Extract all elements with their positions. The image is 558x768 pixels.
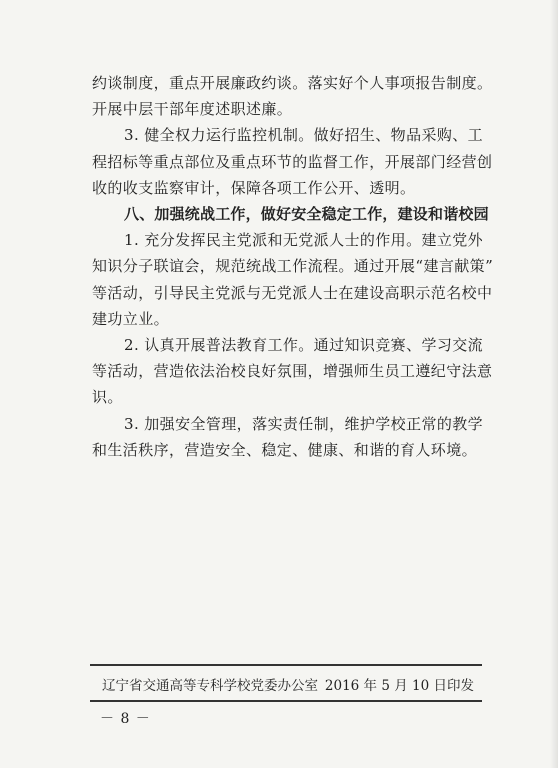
footer-imprint [102, 677, 474, 695]
body-line-3: 3. 健全权力运行监控机制。做好招生、物品采购、工 [124, 126, 484, 145]
section-heading-8: 八、加强统战工作，做好安全稳定工作，建设和谐校园 [124, 205, 489, 224]
scan-shadow [550, 0, 558, 768]
body-line-1: 约谈制度，重点开展廉政约谈。落实好个人事项报告制度。 [92, 74, 493, 92]
document-body [92, 70, 494, 463]
body-line-2: 开展中层干部年度述职述廉。 [92, 100, 293, 119]
body-line-11: 2. 认真开展普法教育工作。通过知识竞赛、学习交流 [124, 336, 484, 355]
body-line-10: 建功立业。 [92, 309, 170, 328]
body-line-14: 3. 加强安全管理，落实责任制，维护学校正常的教学 [124, 414, 484, 433]
body-line-12: 等活动，营造依法治校良好氛围，增强师生员工遵纪守法意 [92, 362, 493, 381]
body-line-8: 知识分子联谊会，规范统战工作流程。通过开展“建言献策” [92, 257, 494, 276]
footer-date: 2016 年 5 月 10 日印发 [324, 678, 474, 694]
body-line-15: 和生活秩序，营造安全、稳定、健康、和谐的育人环境。 [92, 440, 478, 459]
page-number: － 8 － [100, 711, 151, 727]
footer-issuer: 辽宁省交通高等专科学校党委办公室 [102, 678, 318, 694]
footer-rule-top [90, 664, 482, 666]
footer-rule-bottom [90, 700, 482, 702]
body-line-5: 收的收支监察审计，保障各项工作公开、透明。 [92, 178, 416, 197]
body-line-13: 识。 [92, 388, 123, 407]
body-line-7: 1. 充分发挥民主党派和无党派人士的作用。建立党外 [124, 231, 484, 250]
body-line-9: 等活动，引导民主党派与无党派人士在建设高职示范名校中 [92, 283, 493, 302]
body-line-4: 程招标等重点部位及重点环节的监督工作，开展部门经营创 [92, 152, 493, 171]
